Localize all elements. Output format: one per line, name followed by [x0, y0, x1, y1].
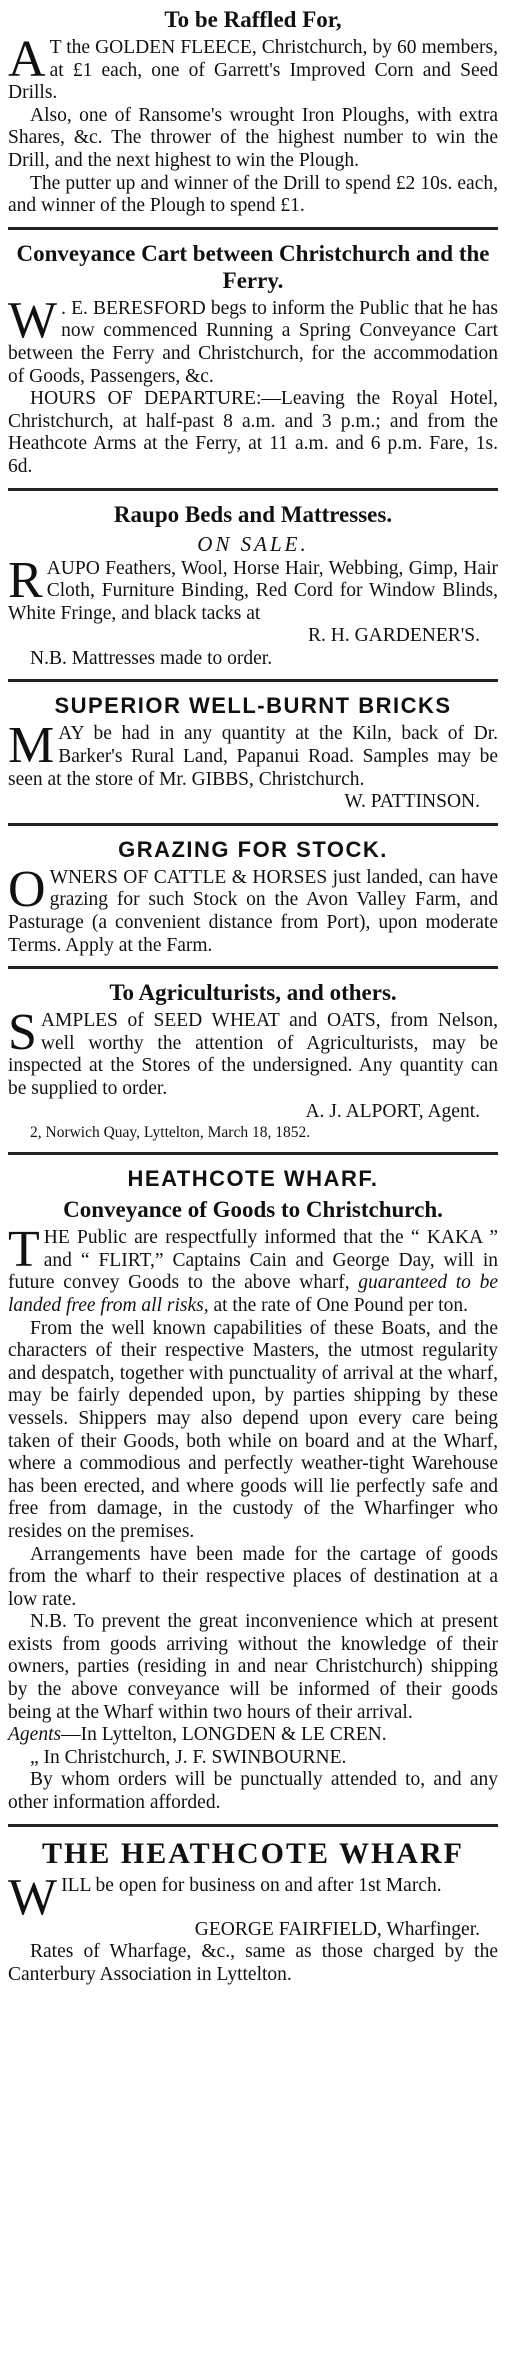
heathcote-wharf-advertisement — [8, 1831, 498, 1993]
ad-label: HOURS OF DEPARTURE — [30, 388, 256, 410]
raffle-advertisement — [8, 0, 498, 224]
ad-label: Agents — [8, 1724, 62, 1746]
ad-dateline: 2, Norwich Quay, Lyttelton, March 18, 1852. — [30, 1124, 311, 1142]
grazing-advertisement — [8, 830, 498, 963]
ad-heading: To Agriculturists, and others. — [109, 980, 397, 1006]
bricks-advertisement — [8, 686, 498, 819]
raupo-beds-advertisement — [8, 495, 498, 677]
newspaper-column — [8, 0, 498, 1992]
ad-text: AMPLES of SEED WHEAT and OATS, from Nelson, well worthy the attention of Agriculturists, may be inspected at the Stores of the undersigned. Any quantity can be supplied to order. — [8, 1010, 498, 1099]
ad-text: The putter up and winner of the Drill to spend £2 10s. each, and winner of the Plough to spend £1. — [8, 172, 498, 217]
ad-heading: Raupo Beds and Mattresses. — [113, 501, 393, 527]
drop-cap: R — [8, 551, 43, 609]
ad-signature: A. J. ALPORT, Agent. — [305, 1100, 480, 1122]
ad-text: . E. BERESFORD begs to inform the Public that he has now commenced Running a Spring Conveyance Cart between the Ferry and Christchurch, for the accommodation of Goods, Passengers, &c. — [8, 297, 498, 387]
drop-cap: W — [8, 291, 58, 349]
ad-text: Also, one of Ransome's wrought Iron Ploughs, with extra Shares, &c. The thrower of the highest number to win the Drill, and the next highest to win the Plough. — [8, 104, 498, 171]
conveyance-cart-advertisement — [8, 234, 498, 485]
ad-text: —In Lyttelton, LONGDEN & LE CREN. — [61, 1724, 387, 1746]
ad-signature: W. PATTINSON. — [344, 791, 480, 813]
ad-text: Arrangements have been made for the cartage of goods from the wharf to their respective places of destination at a low rate. — [8, 1543, 498, 1610]
ad-signature: GEORGE FAIRFIELD, Wharfinger. — [194, 1918, 480, 1940]
ad-text: N.B. Mattresses made to order. — [30, 647, 273, 669]
ad-subheading: ON SALE. — [197, 531, 309, 556]
drop-cap: M — [8, 717, 55, 775]
ad-heading: THE HEATHCOTE WHARF — [42, 1836, 464, 1870]
ad-text: ILL be open for business on and after 1st March. — [61, 1874, 442, 1896]
ad-heading: Conveyance Cart between Christchurch and the Ferry. — [16, 240, 490, 293]
ad-heading: HEATHCOTE WHARF. — [127, 1166, 379, 1192]
divider — [8, 679, 498, 682]
drop-cap: S — [8, 1004, 37, 1062]
ad-signature: R. H. GARDENER'S. — [308, 625, 480, 647]
ad-text: AY be had in any quantity at the Kiln, back of Dr. Barker's Rural Land, Papanui Road. Samples may be seen at the store of Mr. GIBBS, Christchurch. — [8, 723, 498, 790]
ad-heading: SUPERIOR WELL-BURNT BRICKS — [54, 693, 452, 719]
ad-text: WNERS OF CATTLE & HORSES just landed, can have grazing for such Stock on the Avon Valley Farm, and Pasturage (a convenient distance from Port), upon moderate Terms. Apply at the Farm. — [8, 866, 498, 956]
ad-heading: GRAZING FOR STOCK. — [118, 836, 388, 862]
ad-subheading: Conveyance of Goods to Christchurch. — [63, 1197, 443, 1223]
ad-text: From the well known capabilities of these Boats, and the characters of their respective Masters, the utmost regularity and despatch, together with punctuality of arrival at the wharf, may be fairly depended upon, by parties shipping by these vessels. Shippers may also depend upon every care being taken of their Goods, both while on board and at the Wharf, where a commodious and perfectly weather-tight Warehouse has been erected, and where goods will lie perfectly safe and free from damage, in the custody of the Wharfinger who resides on the premises. — [8, 1317, 498, 1542]
ad-text: HE Public are respectfully informed that the “ KAKA ” and “ FLIRT,” Captains Cain and George Day, will in future convey Goods to the above wharf, — [8, 1227, 498, 1294]
ad-text: :—Leaving the Royal Hotel, Christchurch, at half-past 8 a.m. and 3 p.m.; and from the Heathcote Arms at the Ferry, at 11 a.m. and 6 p.m. Fare, 1s. 6d. — [8, 388, 498, 477]
ad-text: Rates of Wharfage, &c., same as those charged by the Canterbury Association in Lyttelton. — [8, 1941, 498, 1985]
divider — [8, 823, 498, 826]
ad-text-italic: guaranteed to be landed free from all risks, — [8, 1272, 498, 1316]
heathcote-wharf-conveyance-advertisement — [8, 1159, 498, 1820]
ad-text: at the rate of One Pound per ton. — [208, 1294, 468, 1316]
ad-text: „ In Christchurch, J. F. SWINBOURNE. — [30, 1746, 347, 1768]
ad-text: By whom orders will be punctually attended to, and any other information afforded. — [8, 1769, 498, 1814]
divider — [8, 1152, 498, 1155]
ad-text: AUPO Feathers, Wool, Horse Hair, Webbing, Gimp, Hair Cloth, Furniture Binding, Red Cord for Window Blinds, White Fringe, and black tacks at — [8, 557, 498, 624]
divider — [8, 1824, 498, 1827]
ad-text: T the GOLDEN FLEECE, Christchurch, by 60 members, at £1 each, one of Garrett's Improved Corn and Seed Drills. — [8, 37, 498, 104]
drop-cap: T — [8, 1221, 40, 1279]
divider — [8, 966, 498, 969]
ad-text: N.B. To prevent the great inconvenience which at present exists from goods arriving without the knowledge of their owners, parties (residing in and near Christchurch) shipping by the above conveyance will be informed of their goods being at the Wharf within two hours of their arrival. — [8, 1611, 498, 1723]
divider — [8, 227, 498, 230]
drop-cap: W — [8, 1868, 58, 1926]
agriculturists-advertisement — [8, 973, 498, 1149]
divider — [8, 488, 498, 491]
drop-cap: A — [8, 31, 46, 88]
drop-cap: O — [8, 860, 46, 918]
ad-heading: To be Raffled For, — [164, 7, 342, 32]
